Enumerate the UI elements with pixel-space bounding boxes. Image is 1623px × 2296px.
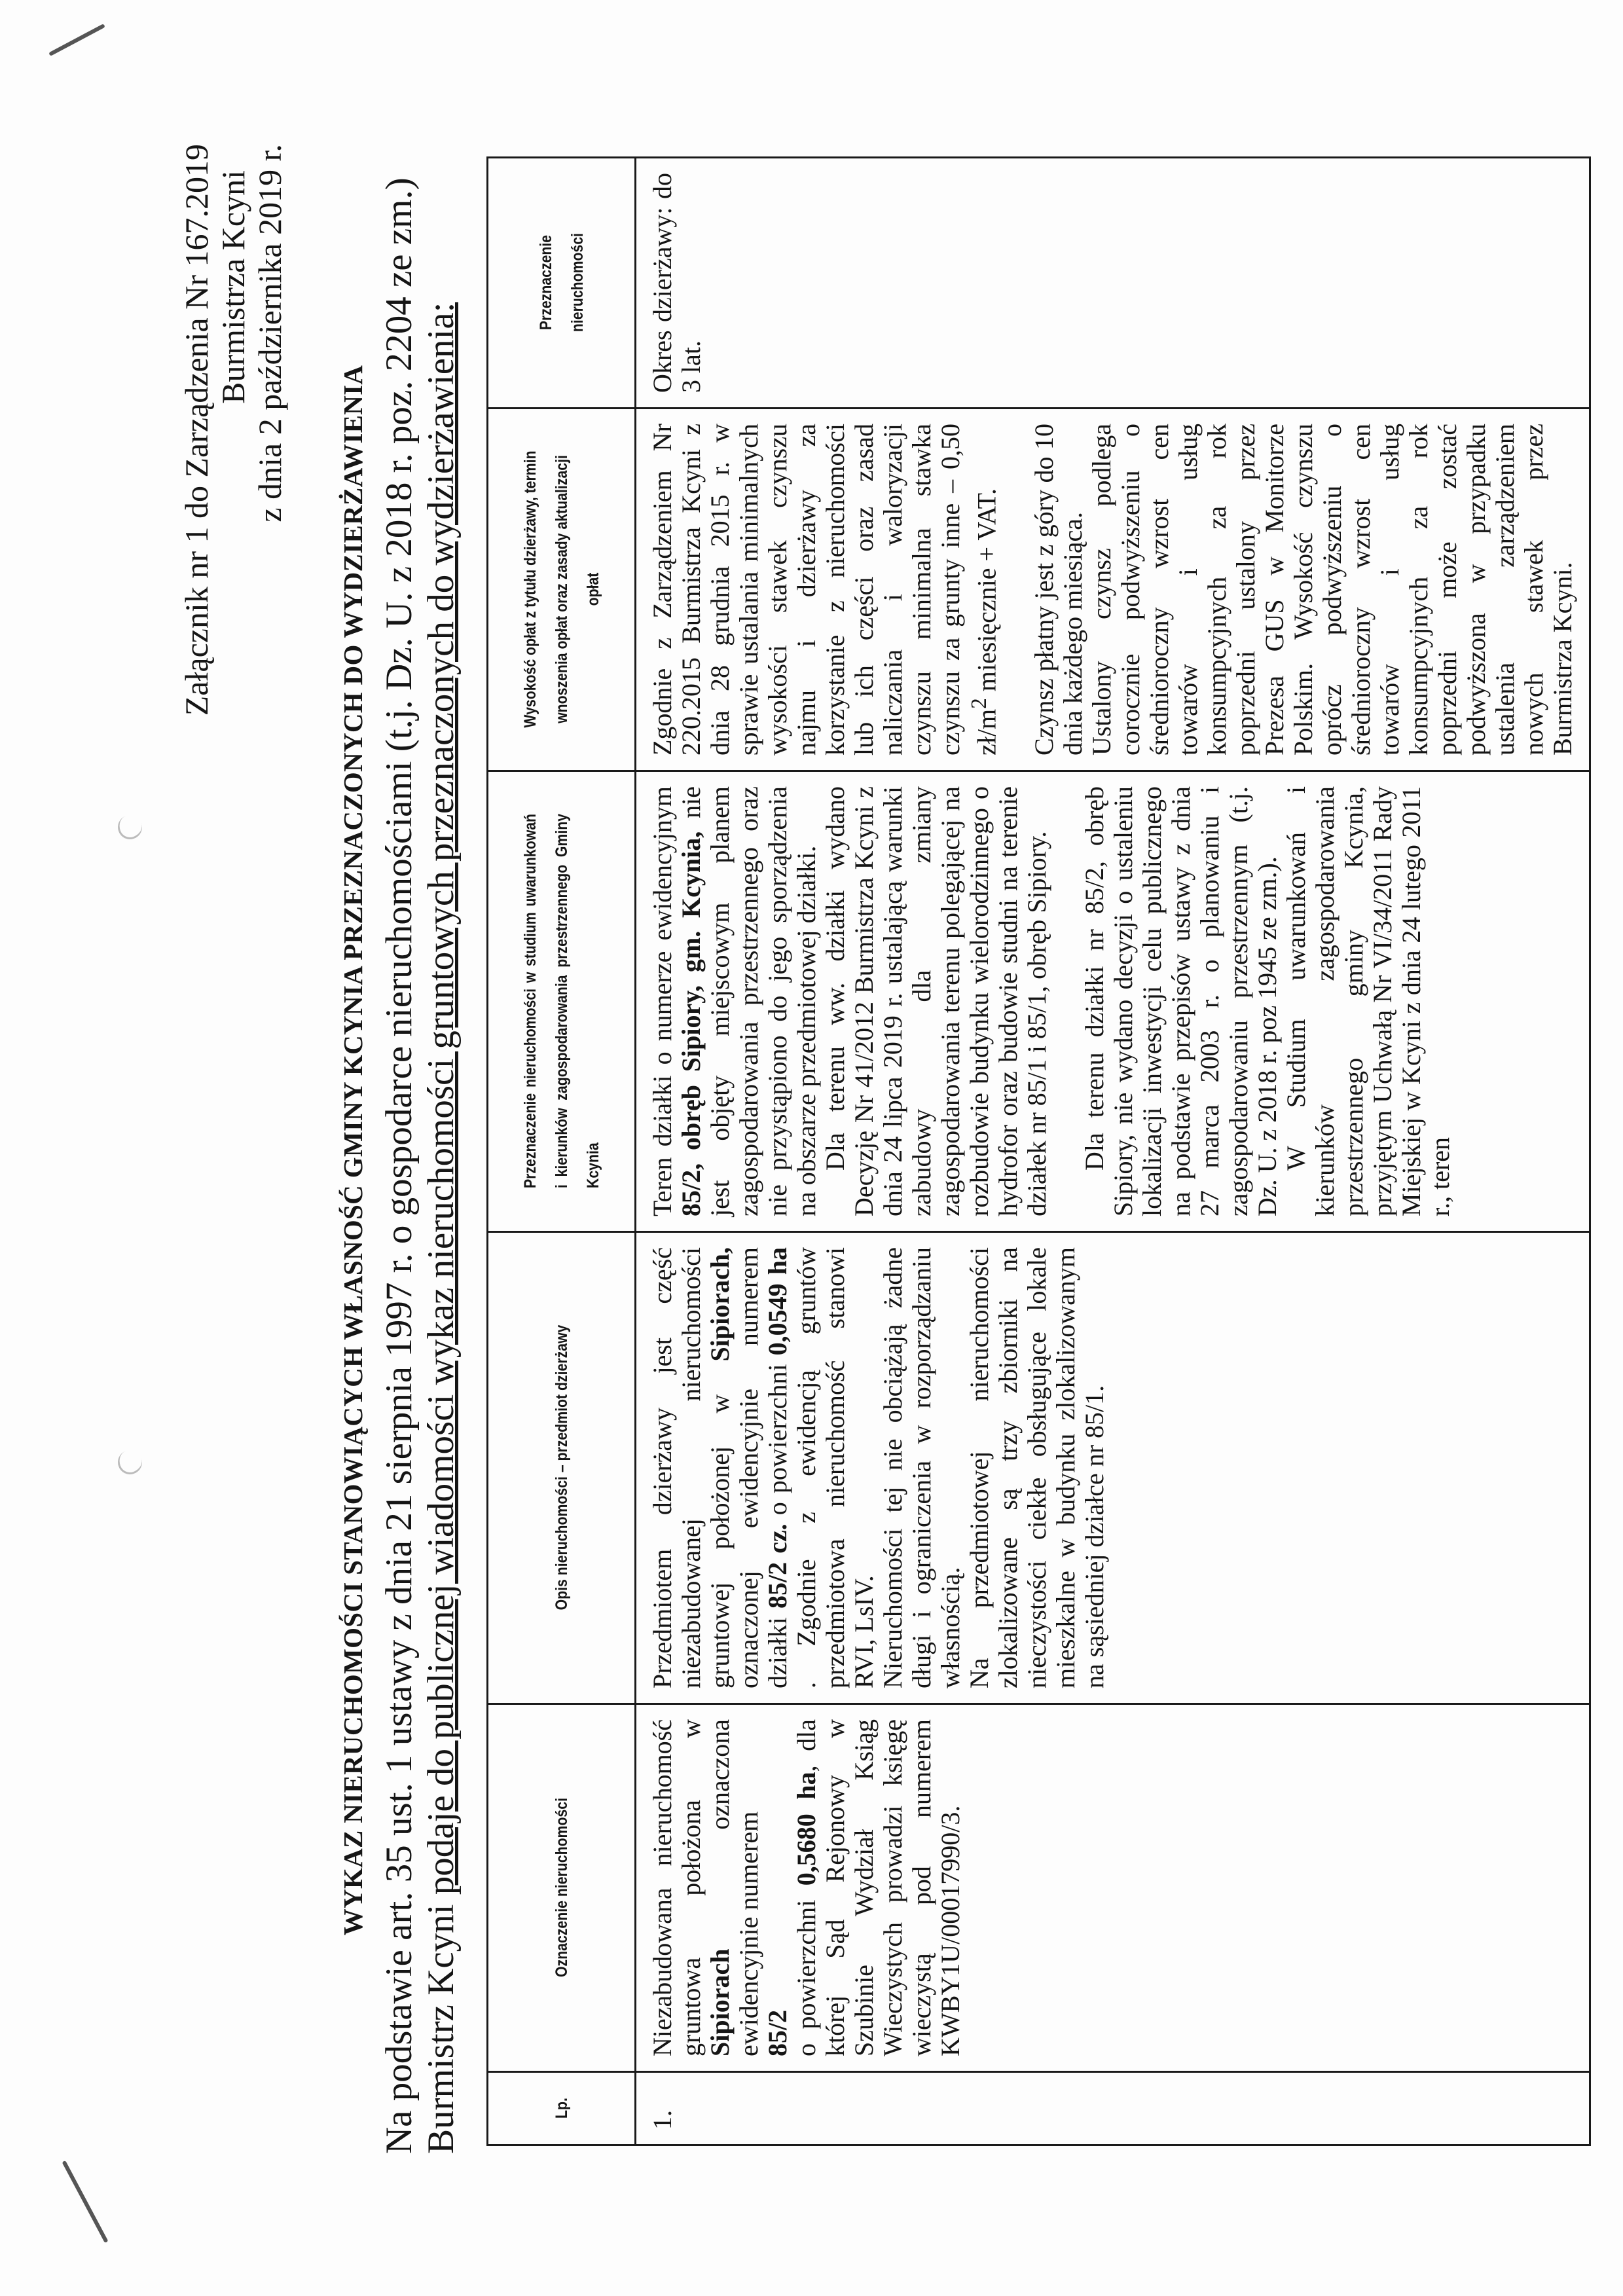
cell-studium [636, 771, 1590, 1232]
oznaczenie-text-b: oznaczona ewidencyjnie numerem [705, 1719, 763, 2056]
attachment-line-3: z dnia 2 października 2019 r. [251, 144, 288, 522]
opis-location: Sipiorach, [705, 1247, 735, 1362]
opis-text-b: oznaczonej ewidencyjnie numerem działki [734, 1247, 792, 1688]
oplaty-text-a: Zgodnie z Zarządzeniem Nr 220.2015 Burmistrza Kcyni z dnia 28 grudnia 2015 r. w sprawie ustalania minimalnych wysokości stawek czynszu najmu i dzierżawy za korzystanie z nieruchomości lub ich części oraz zasad naliczania i waloryzacji czynszu minimalna stawka czynszu za grunty inne – 0,50 zł/m [647, 424, 1002, 756]
cell-przeznaczenie: Okres dzierżawy: do 3 lat. [636, 158, 1590, 409]
studium-text-b: nie jest objęty miejscowym planem zagospodarowania przestrzennego oraz nie przystąpiono do jego sporządzenia na obszarze przedmiotowej działki. [676, 786, 821, 1216]
table-header-row [488, 158, 636, 2145]
oznaczenie-text-d: , dla której Sąd Rejonowy w Szubinie Wydział Ksiąg Wieczystych prowadzi księgę wieczystą pod numerem KWBY1U/00017990/3. [792, 1719, 965, 2056]
oznaczenie-location: Sipiorach [705, 1948, 735, 2056]
attachment-header [178, 144, 288, 716]
oplaty-text-b: Czynsz płatny jest z góry do 10 dnia każdego miesiąca. [1029, 424, 1088, 756]
property-list-table [486, 156, 1591, 2146]
opis-parcel: 85/2 cz. [763, 1523, 792, 1609]
opis-area: 0,0549 ha [763, 1247, 792, 1356]
studium-text-a: Teren działki o numerze ewidencyjnym [647, 786, 677, 1216]
studium-text-c: Dla terenu ww. działki wydano Decyzję Nr 41/2012 Burmistrza Kcyni z dnia 24 lipca 2019 r. ustalającą warunki zabudowy dla zmiany zagospodarowania terenu polegającej na rozbudowie budynku wielorodzinnego o hydrofor oraz budowie studni na terenie działek nr 85/1 i 85/1, obręb Sipiory. [820, 786, 1051, 1216]
oznaczenie-text-a: Niezabudowana nieruchomość gruntowa położona w [647, 1719, 706, 2056]
studium-text-e: W Studium uwarunkowań i kierunków zagospodarowania przestrzennego gminy Kcynia, przyjętym Uchwałą Nr VI/34/2011 Rady Miejskiej w Kcyni z dnia 24 lutego 2011 r., teren [1281, 786, 1455, 1216]
intro-part-1: Na podstawie art. 35 ust. 1 ustawy z dnia 21 sierpnia 1997 r. o gospodarce nieruchomościami (t.j. Dz. U. z 2018 r. poz. 2204 ze zm.) Burmistrz Kcyni [378, 177, 462, 2154]
studium-parcel: 85/2, obręb Sipiory, gm. Kcynia, [676, 831, 706, 1216]
cell-oznaczenie [636, 1704, 1590, 2072]
oznaczenie-parcel-number: 85/2 [763, 2009, 792, 2056]
header-oplaty: Wysokość opłat z tytułu dzierżawy, termin wnoszenia opłat oraz zasady aktualizacji opłat [488, 435, 636, 744]
opis-text-e: Nieruchomości tej nie obciążają żadne długi i ograniczenia w rozporządzaniu własnością. [878, 1247, 965, 1688]
intro-part-2: podaje do publicznej wiadomości wykaz nieruchomości gruntowych przeznaczonych do wydzierżawienia: [420, 302, 462, 1895]
table-row [636, 158, 1590, 2145]
opis-text-f: Na przedmiotowej nieruchomości zlokalizowane są trzy zbiorniki na nieczystości ciekłe obsługujące lokale mieszkalne w budynku zlokalizowanym na sąsiedniej działce nr 85/1. [964, 1247, 1109, 1688]
oznaczenie-text-c: o powierzchni [792, 1886, 821, 2056]
header-przeznaczenie: Przeznaczenie nieruchomości [488, 176, 636, 390]
attachment-line-2: Burmistrza Kcyni [215, 170, 251, 404]
header-studium: Przeznaczenie nieruchomości w studium uwarunkowań i kierunków zagospodarowania przestrzennego Gminy Kcynia [488, 805, 636, 1197]
opis-text-a: Przedmiotem dzierżawy jest część niezabudowanej nieruchomości gruntowej położonej w [647, 1247, 735, 1688]
cell-opis [636, 1232, 1590, 1704]
header-lp: Lp. [488, 2077, 636, 2140]
oplaty-unit-exponent: 2 [967, 698, 991, 709]
cell-oplaty [636, 409, 1590, 771]
intro-paragraph [378, 151, 462, 2154]
studium-text-d: Dla terenu działki nr 85/2, obręb Sipiory, nie wydano decyzji o ustaleniu lokalizacji inwestycji celu publicznego na podstawie przepisów ustawy z dnia 27 marca 2003 r. o planowaniu i zagospodarowaniu przestrzennym (t.j. Dz. U. z 2018 r. poz 1945 ze zm.). [1080, 786, 1282, 1216]
oplaty-text-a-end: miesięcznie + VAT. [972, 488, 1002, 699]
opis-text-d: . Zgodnie z ewidencją gruntów przedmiotowa nieruchomość stanowi RVI, LsIV. [792, 1247, 879, 1688]
oplaty-text-c: Ustalony czynsz podlega corocznie podwyższeniu o średnioroczny wzrost cen towarów i usług konsumpcyjnych za rok poprzedni ustalony przez Prezesa GUS w Monitorze Polskim. Wysokość czynszu oprócz podwyższeniu o średnioroczny wzrost cen towarów i usług konsumpcyjnych za rok poprzedni może zostać podwyższona w przypadku ustalenia zarządzeniem nowych stawek przez Burmistrza Kcyni. [1087, 424, 1578, 756]
opis-text-c: o powierzchni [763, 1355, 792, 1524]
oznaczenie-area: 0,5680 ha [792, 1772, 821, 1886]
header-opis: Opis nieruchomości – przedmiot dzierżawy [488, 1267, 636, 1669]
header-oznaczenie: Oznaczenie nieruchomości [488, 1732, 636, 2045]
document-title: WYKAZ NIERUCHOMOŚCI STANOWIĄCYCH WŁASNOŚĆ GMINY KCYNIA PRZEZNACZONYCH DO WYDZIERŻAWIENIA [338, 365, 368, 1936]
attachment-line-1: Załącznik nr 1 do Zarządzenia Nr 167.2019 [178, 144, 215, 716]
cell-lp: 1. [636, 2072, 1590, 2145]
